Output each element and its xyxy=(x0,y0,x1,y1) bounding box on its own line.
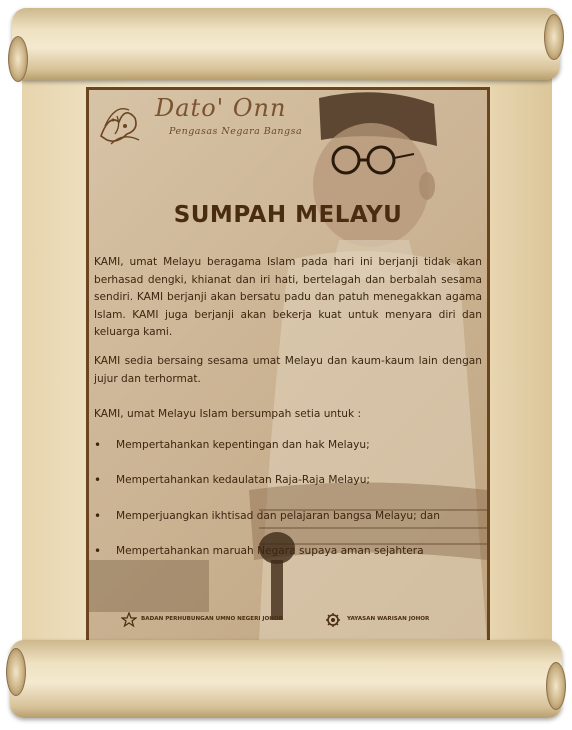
bullet-icon: • xyxy=(94,438,102,452)
scroll-top-left-end xyxy=(8,36,28,82)
umno-emblem-icon xyxy=(121,612,137,628)
scroll-bottom-right-end xyxy=(546,662,566,710)
bullet-icon: • xyxy=(94,509,102,523)
scroll-bottom-left-end xyxy=(6,648,26,696)
list-item-text: Memperjuangkan ikhtisad dan pelajaran bangsa Melayu; dan xyxy=(116,510,440,522)
calligraphy-logo xyxy=(95,96,145,150)
brand-subtitle: Pengasas Negara Bangsa xyxy=(169,126,303,137)
footer-right-text: YAYASAN WARISAN JOHOR xyxy=(347,616,430,622)
list-item-text: Mempertahankan kedaulatan Raja-Raja Melayu; xyxy=(116,474,370,486)
gear-emblem-icon xyxy=(325,612,341,628)
paragraph-pledge: KAMI, umat Melayu beragama Islam pada hari ini berjanji tidak akan berhasad dengki, khianat dan iri hati, bertelagah dan berbalah sesama sendiri. KAMI berjanji akan bersatu padu dan patuh menegakkan agama Islam. KAMI juga berjanji akan bekerja kuat untuk menyara diri dan keluarga kami. xyxy=(94,256,482,338)
poster xyxy=(86,87,490,645)
scroll-top-roll xyxy=(12,8,560,80)
list-item-text: Mempertahankan maruah Negara supaya aman sejahtera xyxy=(116,545,424,557)
list-item-text: Mempertahankan kepentingan dan hak Melayu; xyxy=(116,439,370,451)
brand-name: Dato' Onn xyxy=(155,94,287,122)
poster-footer xyxy=(89,610,487,636)
scroll-top-right-end xyxy=(544,14,564,60)
poster-title: SUMPAH MELAYU xyxy=(173,202,403,228)
paragraph-oath: KAMI, umat Melayu Islam bersumpah setia untuk : xyxy=(94,408,362,420)
bullet-icon: • xyxy=(94,544,102,558)
footer-left-text: BADAN PERHUBUNGAN UMNO NEGERI JOHOR xyxy=(141,616,284,622)
scroll-bottom-roll xyxy=(10,640,562,718)
paragraph-compete: KAMI sedia bersaing sesama umat Melayu dan kaum-kaum lain dengan jujur dan terhormat. xyxy=(94,355,482,385)
bullet-icon: • xyxy=(94,473,102,487)
